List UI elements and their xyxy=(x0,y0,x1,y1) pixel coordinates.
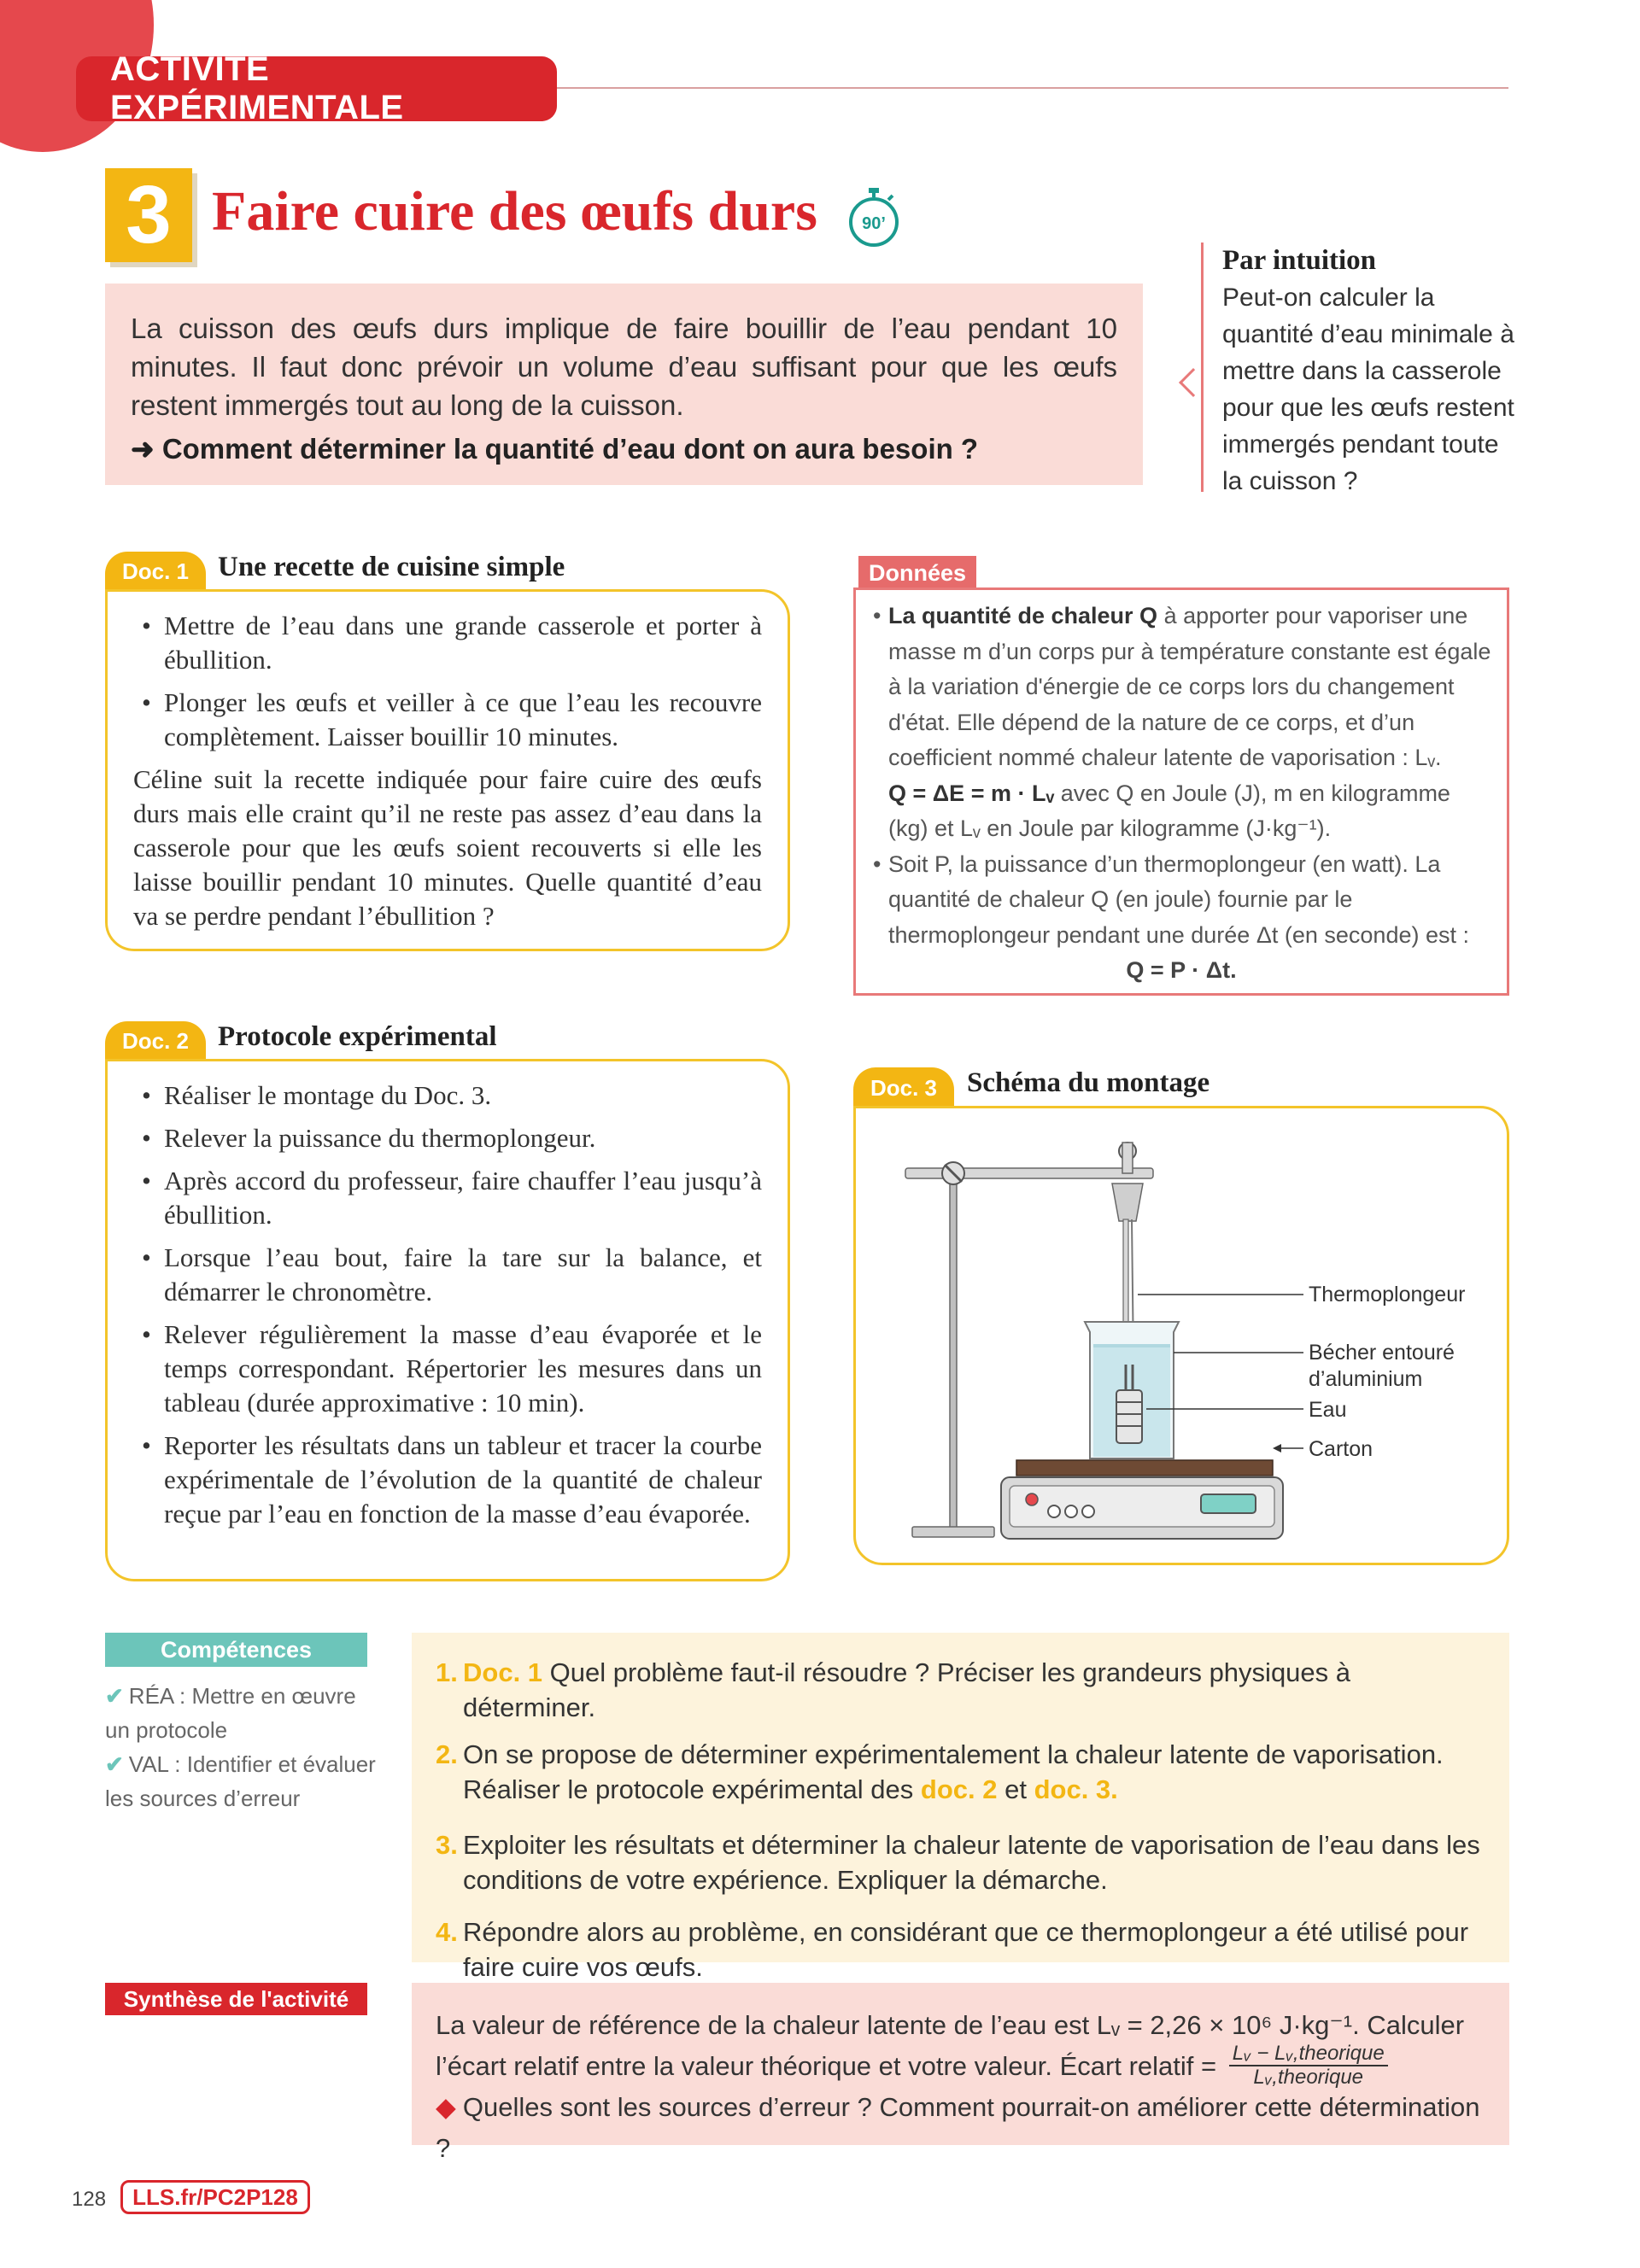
doc1-bullet: • Mettre de l’eau dans une grande casserole et porter à ébullition. xyxy=(133,609,762,677)
doc1-box xyxy=(105,589,790,951)
stopwatch-icon xyxy=(847,186,900,248)
doc2-step: • Relever la puissance du thermoplongeur. xyxy=(133,1121,762,1155)
intuition-text: Peut-on calculer la quantité d’eau minimale à mettre dans la casserole pour que les œufs restent immergés pendant toute la cuisson ? xyxy=(1222,284,1514,495)
question-4: 4. Répondre alors au problème, en considérant que ce thermoplongeur a été utilisé pour faire cuire vos œufs. xyxy=(436,1917,1469,1982)
doc2-box xyxy=(105,1059,790,1581)
doc1-title: Une recette de cuisine simple xyxy=(218,552,565,582)
synthese-bullet: ◆ Quelles sont les sources d’erreur ? Comment pourrait-on améliorer cette détermination ? xyxy=(436,2092,1480,2163)
question-1: 1. Doc. 1 Quel problème faut-il résoudre ? Préciser les grandeurs physiques à déterminer. xyxy=(436,1657,1351,1722)
donnees-heat-formula: Q = ΔE = m · Lᵥ xyxy=(888,780,1055,806)
doc1-tab: Doc. 1 xyxy=(105,552,206,591)
competence-item: ✔ VAL : Identifier et évaluer les sources d’erreur xyxy=(105,1751,376,1811)
donnees-bullet-2: • Soit P, la puissance d’un thermoplongeur (en watt). La quantité de chaleur Q (en joule) fournie par le thermoplongeur pendant une durée Δt (en seconde) est : xyxy=(871,847,1491,954)
intro-box xyxy=(105,284,1143,485)
check-icon: ✔ xyxy=(105,1751,124,1777)
competences-list xyxy=(105,1679,378,1815)
donnees-heat-term: La quantité de chaleur Q xyxy=(888,603,1158,628)
activity-number: 3 xyxy=(105,168,192,262)
page-title: Faire cuire des œufs durs xyxy=(212,180,817,243)
synthese-text: La valeur de référence de la chaleur latente de l’eau est Lᵥ = 2,26 × 10⁶ J·kg⁻¹. Calculer l’écart relatif entre la valeur théorique et votre valeur. Écart relatif = $\frac{\text{Lᵥ − Lᵥ,theorique}}{\text{Lᵥ,theorique}}$ xyxy=(436,2010,1465,2089)
donnees-box xyxy=(853,587,1509,996)
doc3-title: Schéma du montage xyxy=(967,1067,1210,1098)
activity-label: ACTIVITÉ EXPÉRIMENTALE xyxy=(76,56,557,121)
doc3-box xyxy=(853,1106,1509,1565)
donnees-power-formula: Q = P · Δt. xyxy=(1126,957,1237,983)
doc3-tab: Doc. 3 xyxy=(853,1067,954,1108)
intuition-sidebar xyxy=(1201,243,1526,495)
doc2-step: • Après accord du professeur, faire chauffer l’eau jusqu’à ébullition. xyxy=(133,1164,762,1232)
label-eau: Eau xyxy=(1309,1398,1347,1422)
synthese-box xyxy=(412,1983,1509,2163)
competences-tag: Compétences xyxy=(105,1633,367,1667)
question-3: 3. Exploiter les résultats et déterminer la chaleur latente de vaporisation de l’eau dans les conditions de votre expérience. Expliquer la démarche. xyxy=(436,1830,1480,1895)
doc1-bullet: • Plonger les œufs et veiller à ce que l’eau les recouvre complètement. Laisser bouillir 10 minutes. xyxy=(133,686,762,754)
duration-label: 90’ xyxy=(862,214,886,233)
label-carton: Carton xyxy=(1309,1437,1374,1461)
doc2-step: • Lorsque l’eau bout, faire la tare sur la balance, et démarrer le chronomètre. xyxy=(133,1241,762,1309)
doc2-step: • Relever régulièrement la masse d’eau évaporée et le temps correspondant. Répertorier les mesures dans un tableau (durée approximative : 10 min). xyxy=(133,1318,762,1420)
online-link[interactable]: LLS.fr/PC2P128 xyxy=(120,2180,310,2214)
donnees-bullet-1 xyxy=(871,599,1491,847)
intro-question: ➜ Comment déterminer la quantité d’eau dont on aura besoin ? xyxy=(131,433,979,465)
donnees-heat-text: à apporter pour vaporiser une masse m d’un corps pur à température constante est égale à la variation d'énergie de ce corps lors du changement d'état. Elle dépend de la nature de ce corps, et d’un coefficient nommé chaleur latente de vaporisation : Lᵥ. xyxy=(888,603,1491,770)
label-aluminium: d’aluminium xyxy=(1309,1367,1423,1391)
montage-diagram xyxy=(856,1108,1507,1563)
competence-item: ✔ RÉA : Mettre en œuvre un protocole xyxy=(105,1683,356,1743)
question-2: 2. On se propose de déterminer expérimentalement la chaleur latente de vaporisation. Réaliser le protocole expérimental des doc. 2 et doc. 3. xyxy=(436,1739,1444,1804)
questions-box xyxy=(412,1633,1509,1982)
donnees-heat-units: avec Q en Joule (J), m en kilogramme (kg) et Lᵥ en Joule par kilogramme (J·kg⁻¹). xyxy=(888,780,1450,841)
doc2-step: • Reporter les résultats dans un tableur et tracer la courbe expérimentale de l’évolution de la quantité de chaleur reçue par l’eau en fonction de la masse d’eau évaporée. xyxy=(133,1429,762,1531)
doc2-step: • Réaliser le montage du Doc. 3. xyxy=(133,1078,762,1113)
doc2-tab: Doc. 2 xyxy=(105,1021,206,1061)
page-number: 128 xyxy=(72,2188,107,2211)
intro-paragraph: La cuisson des œufs durs implique de faire bouillir de l’eau pendant 10 minutes. Il faut donc prévoir un volume d’eau suffisant pour que les œufs restent immergés tout au long de la cuisson. xyxy=(131,313,1117,421)
donnees-tab: Données xyxy=(858,556,976,590)
diamond-icon: ◆ xyxy=(436,2092,456,2122)
synthese-tag: Synthèse de l'activité xyxy=(105,1983,367,2015)
check-icon: ✔ xyxy=(105,1683,124,1709)
doc2-title: Protocole expérimental xyxy=(218,1021,497,1052)
header-rule xyxy=(557,87,1508,89)
intuition-title: Par intuition xyxy=(1222,245,1377,276)
label-becher: Bécher entouré xyxy=(1309,1341,1455,1365)
ecart-fraction: $\frac{\text{Lᵥ − Lᵥ,theorique}}{\text{Lᵥ,theorique}}$ xyxy=(1229,2044,1388,2087)
doc1-paragraph: Céline suit la recette indiquée pour faire cuire des œufs durs mais elle craint qu’il ne reste pas assez d’eau dans la casserole pour que les œufs soient recouverts si elle les laisse bouillir pendant 10 minutes. Quelle quantité d’eau va se perdre pendant l’ébullition ? xyxy=(133,764,762,931)
label-thermoplongeur: Thermoplongeur xyxy=(1309,1283,1466,1306)
